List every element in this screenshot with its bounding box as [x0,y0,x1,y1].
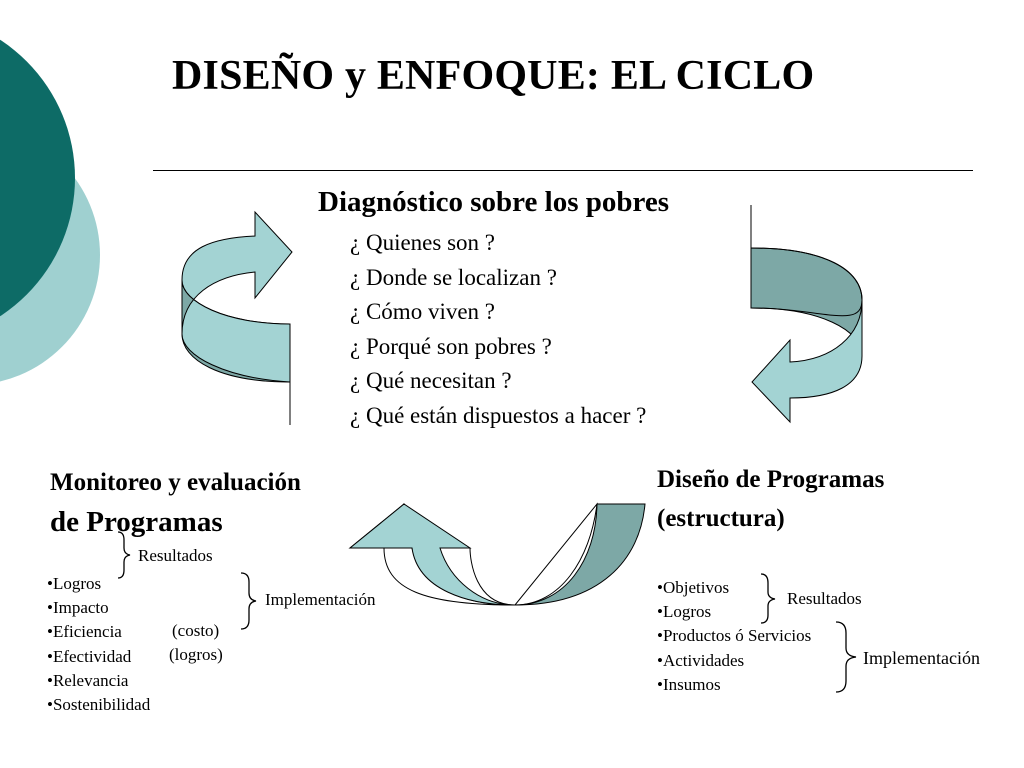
brace-monitoreo-implementacion [241,573,256,629]
diseno-resultados-label: Resultados [787,589,862,608]
list-item: • Eficiencia [47,620,150,644]
monitoreo-heading-line2: de Programas [50,506,223,538]
diseno-heading-line2: (estructura) [657,505,785,532]
list-item: • Logros [657,600,811,624]
list-item: • Relevancia [47,669,150,693]
list-item: • Logros [47,572,150,596]
list-item: • Sostenibilidad [47,693,150,717]
page-title: DISEÑO y ENFOQUE: EL CICLO [172,53,815,99]
question-item: ¿ Donde se localizan ? [350,264,557,290]
eficiencia-note: (costo) [172,621,220,640]
brace-diseno-resultados [761,574,775,623]
list-item: • Productos ó Servicios [657,624,811,648]
monitoreo-resultados-label: Resultados [138,546,213,565]
monitoreo-heading-line1: Monitoreo y evaluación [50,469,301,496]
diagnostico-heading: Diagnóstico sobre los pobres [318,186,669,218]
efectividad-note: (logros) [169,645,223,664]
question-item: ¿ Porqué son pobres ? [350,333,552,359]
list-item: • Actividades [657,649,811,673]
monitoreo-implementacion-label: Implementación [265,590,376,609]
list-item: • Impacto [47,596,150,620]
list-item: • Efectividad [47,645,150,669]
diseno-implementacion-label: Implementación [863,648,980,668]
list-item: • Objetivos [657,576,811,600]
brace-diseno-implementacion [836,622,856,692]
question-item: ¿ Quienes son ? [350,230,495,255]
question-item: ¿ Cómo viven ? [350,299,495,325]
diseno-heading-line1: Diseño de Programas [657,466,885,493]
question-item: ¿ Qué están dispuestos a hacer ? [350,402,647,428]
list-item: • Insumos [657,673,811,697]
question-item: ¿ Qué necesitan ? [350,368,512,394]
brace-monitoreo-resultados [118,532,130,578]
